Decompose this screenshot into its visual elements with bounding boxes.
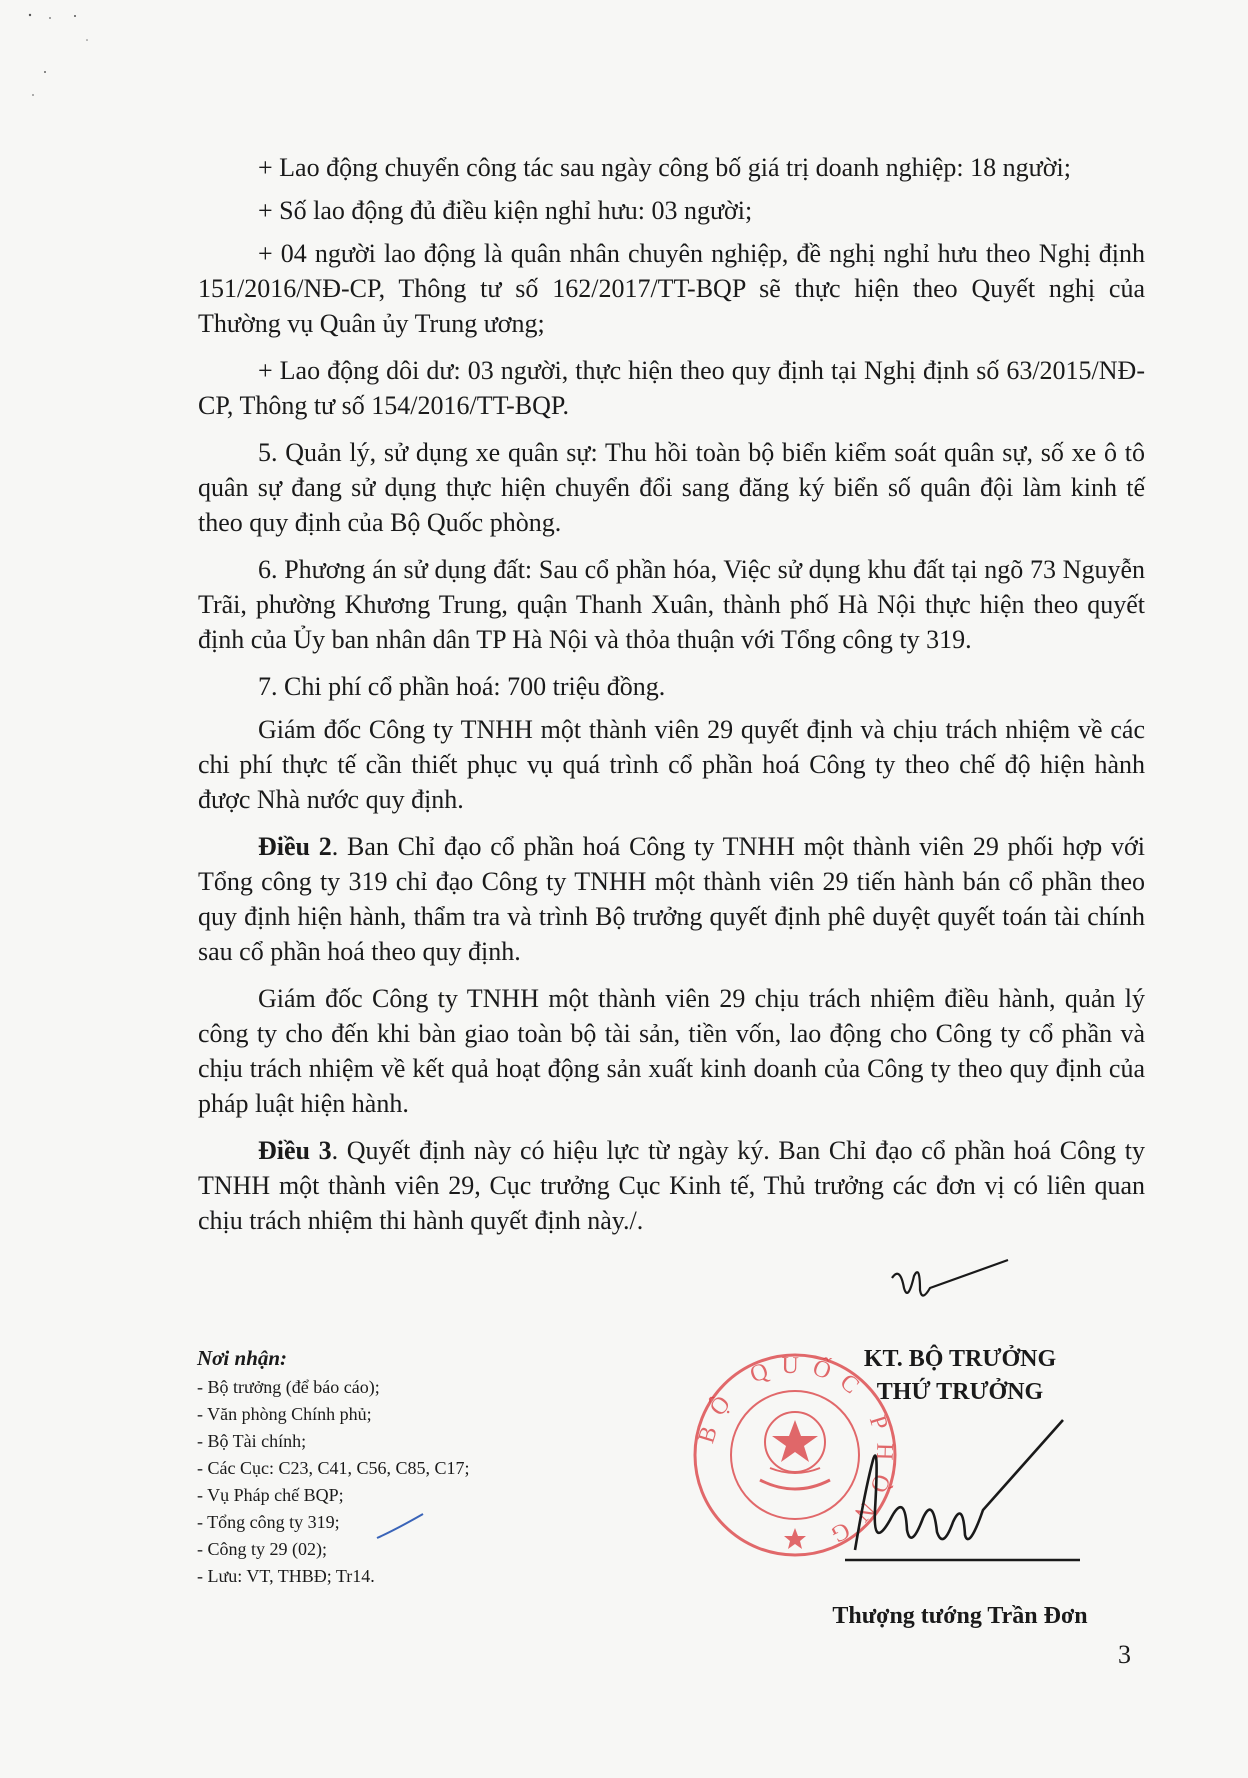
article-3-text: . Quyết định này có hiệu lực từ ngày ký. Ban Chỉ đạo cổ phần hoá Công ty TNHH một thành viên 29, Cục trưởng Cục Kinh tế, Thủ trưởng các đơn vị có liên quan chịu trách nhiệm thi hành quyết định này./. [198, 1136, 1145, 1235]
handwritten-initial [890, 1258, 1010, 1313]
recipient-item: - Các Cục: C23, C41, C56, C85, C17; [197, 1458, 470, 1478]
director-management-paragraph: Giám đốc Công ty TNHH một thành viên 29 chịu trách nhiệm điều hành, quản lý công ty cho đến khi bàn giao toàn bộ tài sản, tiền vốn, lao động cho Công ty cổ phần và chịu trách nhiệm về kết quả hoạt động sản xuất kinh doanh của Công ty theo quy định của pháp luật hiện hành. [198, 984, 1145, 1118]
body-text [198, 150, 1145, 1250]
article-2 [198, 829, 1145, 969]
professional-soldiers-line: + 04 người lao động là quân nhân chuyên nghiệp, đề nghị nghỉ hưu theo Nghị định 151/2016/NĐ-CP, Thông tư số 162/2017/TT-BQP sẽ thực hiện theo Quyết nghị của Thường vụ Quân ủy Trung ương; [198, 239, 1145, 338]
article-3-label: Điều 3 [258, 1136, 332, 1165]
article-2-label: Điều 2 [258, 832, 332, 861]
section-7-equitization-cost: 7. Chi phí cổ phần hoá: 700 triệu đồng. [258, 672, 666, 701]
recipients-block [197, 1345, 657, 1590]
seal-text: BỘ QUỐC PHÒNG [693, 1352, 898, 1553]
section-5-military-vehicles: 5. Quản lý, sử dụng xe quân sự: Thu hồi toàn bộ biển kiểm soát quân sự, số xe ô tô quân sự đang sử dụng thực hiện chuyển đổi sang đăng ký biển số quân đội làm kinh tế theo quy định của Bộ Quốc phòng. [198, 438, 1145, 537]
retirement-eligible-line: + Số lao động đủ điều kiện nghỉ hưu: 03 người; [258, 196, 753, 225]
article-3 [198, 1133, 1145, 1238]
recipient-item: - Công ty 29 (02); [197, 1539, 327, 1559]
recipient-item: - Tổng công ty 319; [197, 1512, 340, 1532]
signature-line-1: KT. BỘ TRƯỞNG [863, 1346, 1057, 1372]
recipients-title: Nơi nhận: [197, 1346, 288, 1370]
page-number: 3 [1118, 1640, 1131, 1669]
director-responsibility-costs: Giám đốc Công ty TNHH một thành viên 29 quyết định và chịu trách nhiệm về các chi phí thực tế cần thiết phục vụ quá trình cổ phần hoá Công ty theo chế độ hiện hành được Nhà nước quy định. [198, 715, 1145, 814]
scan-specks [25, 10, 125, 110]
recipients-list [197, 1374, 657, 1590]
recipient-item: - Lưu: VT, THBĐ; Tr14. [197, 1566, 375, 1586]
signer-name: Thượng tướng Trần Đơn [832, 1603, 1088, 1629]
recipient-item: - Văn phòng Chính phủ; [197, 1404, 372, 1424]
surplus-labor-line: + Lao động dôi dư: 03 người, thực hiện theo quy định tại Nghị định số 63/2015/NĐ-CP, Thông tư số 154/2016/TT-BQP. [198, 356, 1145, 420]
article-2-text: . Ban Chỉ đạo cổ phần hoá Công ty TNHH một thành viên 29 phối hợp với Tổng công ty 319 chỉ đạo Công ty TNHH một thành viên 29 tiến hành bán cổ phần theo quy định hiện hành, thẩm tra và trình Bộ trưởng quyết định phê duyệt quyết toán tài chính sau cổ phần hoá theo quy định. [198, 832, 1145, 966]
recipient-item: - Bộ Tài chính; [197, 1431, 307, 1451]
section-6-land-use: 6. Phương án sử dụng đất: Sau cổ phần hóa, Việc sử dụng khu đất tại ngõ 73 Nguyễn Trãi, phường Khương Trung, quận Thanh Xuân, thành phố Hà Nội thực hiện theo quyết định của Ủy ban nhân dân TP Hà Nội và thỏa thuận với Tổng công ty 319. [198, 555, 1145, 654]
signature-line-2: THỨ TRƯỞNG [876, 1379, 1044, 1405]
handwritten-signature [835, 1400, 1095, 1570]
pen-tick-mark [375, 1512, 425, 1542]
recipient-item: - Bộ trưởng (để báo cáo); [197, 1377, 380, 1397]
recipient-item: - Vụ Pháp chế BQP; [197, 1485, 344, 1505]
labor-transfer-line: + Lao động chuyển công tác sau ngày công bố giá trị doanh nghiệp: 18 người; [258, 153, 1071, 182]
